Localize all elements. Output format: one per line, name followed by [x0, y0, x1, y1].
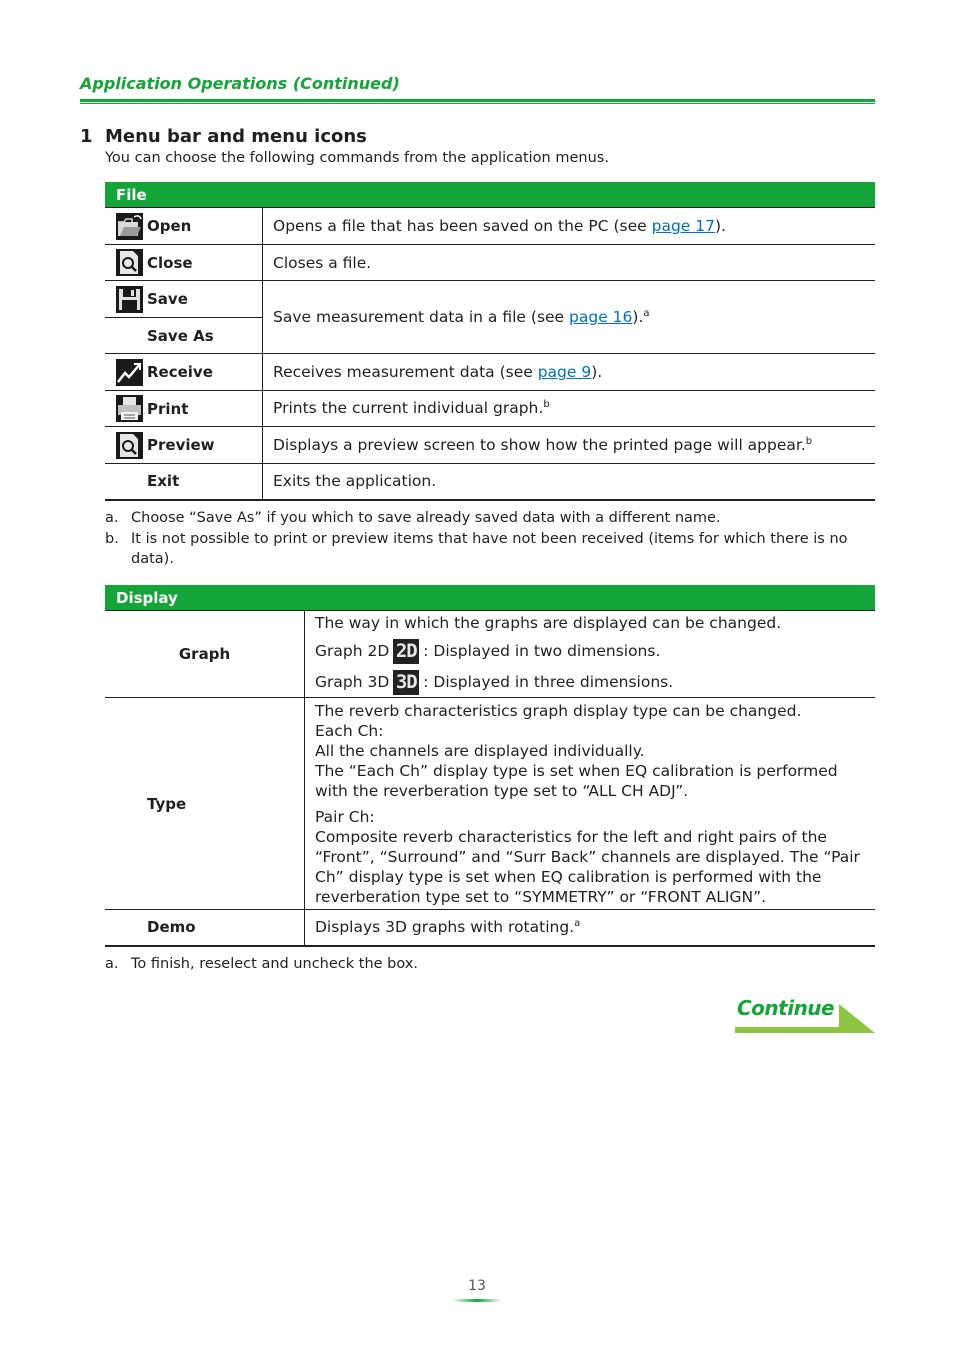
desc-text: Displays a preview screen to show how the printed page will appear.	[273, 436, 806, 455]
graph-3d-line	[315, 670, 875, 695]
footnote-text: To finish, reselect and uncheck the box.	[131, 956, 418, 972]
desc-text: All the channels are displayed individually.	[315, 741, 645, 760]
menu-item-print: Print	[147, 399, 189, 418]
graph-2d-line	[315, 639, 875, 664]
table-row	[105, 281, 875, 318]
table-row	[105, 354, 875, 391]
open-folder-icon	[115, 212, 143, 240]
file-footnotes	[105, 508, 865, 570]
menu-item-exit: Exit	[147, 472, 180, 491]
file-table-title: File	[105, 182, 875, 208]
header-rule	[80, 99, 875, 102]
menu-item-receive: Receive	[147, 363, 213, 381]
desc-text: The reverb characteristics graph display type can be changed.	[315, 701, 802, 720]
demo-description	[305, 910, 876, 946]
table-row	[105, 910, 875, 946]
desc-text: Composite reverb characteristics for the left and right pairs of the “Front”, “Surround” and “Surr Back” channels are displayed. The “Pair Ch” display type is set when EQ calibration is performed with the reverberation type set to “SYMMETRY” or “FRONT ALIGN”.	[315, 827, 860, 906]
page-link[interactable]: page 17	[651, 217, 715, 235]
heading-number: 1	[80, 126, 93, 147]
desc-text: Save measurement data in a file (see	[273, 308, 570, 327]
desc-text: : Displayed in three dimensions.	[423, 673, 674, 691]
open-description	[263, 208, 876, 245]
footnote	[105, 508, 865, 528]
desc-text: Receives measurement data (see	[273, 363, 538, 381]
table-row	[105, 611, 875, 698]
continue-label: Continue	[737, 996, 835, 1020]
printer-icon	[115, 395, 143, 423]
footnote	[105, 954, 865, 974]
section-header: Application Operations (Continued)	[80, 74, 400, 93]
desc-text: : Displayed in two dimensions.	[423, 642, 661, 660]
desc-text: The “Each Ch” display type is set when EQ calibration is performed with the reverberation type set to “ALL CH ADJ”.	[315, 761, 838, 800]
footnote-letter: a.	[105, 956, 119, 972]
footnote	[105, 529, 865, 569]
close-description: Closes a file.	[263, 245, 876, 281]
receive-description	[263, 354, 876, 391]
page-number: 13	[468, 1278, 486, 1294]
print-preview-icon	[115, 431, 143, 459]
desc-text: Pair Ch:	[315, 807, 375, 826]
save-description	[263, 281, 876, 354]
menu-item-save-as: Save As	[147, 326, 214, 345]
page-number-underline	[452, 1299, 502, 1302]
display-item-graph: Graph	[105, 611, 305, 698]
page-link[interactable]: page 16	[569, 308, 633, 327]
display-item-demo: Demo	[105, 910, 305, 946]
print-description	[263, 391, 876, 427]
desc-text: Graph 2D	[315, 642, 390, 660]
page-link[interactable]: page 9	[537, 363, 592, 381]
table-row	[105, 464, 875, 500]
heading-title: Menu bar and menu icons	[105, 126, 367, 147]
exit-description: Exits the application.	[263, 464, 876, 500]
header-rule-thin	[80, 103, 875, 104]
display-menu-table	[105, 585, 875, 947]
footnote-ref: b	[805, 435, 813, 447]
footnote-ref: a	[574, 918, 581, 930]
floppy-disk-icon	[115, 285, 143, 313]
file-menu-table	[105, 182, 875, 501]
desc-text: The way in which the graphs are displayed can be changed.	[315, 614, 782, 632]
table-row	[105, 391, 875, 427]
footnote-text: It is not possible to print or preview items that have not been received (items for which there is no data).	[131, 531, 848, 567]
desc-text: Prints the current individual graph.	[273, 399, 544, 418]
table-row	[105, 427, 875, 464]
desc-text: Graph 3D	[315, 673, 390, 691]
continue-marker	[735, 996, 875, 1034]
desc-text: Each Ch:	[315, 721, 384, 740]
menu-item-open: Open	[147, 217, 192, 235]
desc-text: ).	[632, 308, 644, 327]
footnote-ref: b	[543, 399, 550, 411]
desc-text: ).	[591, 363, 603, 381]
table-row	[105, 245, 875, 281]
display-table-title: Display	[105, 585, 875, 611]
close-document-icon	[115, 249, 143, 277]
footnote-text: Choose “Save As” if you which to save already saved data with a different name.	[131, 510, 721, 526]
menu-item-close: Close	[147, 253, 193, 272]
footnote-ref: a	[643, 307, 650, 319]
desc-text: ).	[715, 217, 726, 235]
intro-text: You can choose the following commands from the application menus.	[105, 150, 609, 166]
table-row	[105, 208, 875, 245]
section-heading	[80, 126, 367, 147]
footnote-letter: b.	[105, 531, 119, 547]
display-item-type: Type	[105, 698, 305, 910]
receive-graph-icon	[115, 358, 143, 386]
desc-text: Displays 3D graphs with rotating.	[315, 918, 575, 937]
display-footnotes	[105, 954, 865, 975]
table-row	[105, 698, 875, 910]
preview-description	[263, 427, 876, 464]
type-description	[305, 698, 876, 910]
menu-item-preview: Preview	[147, 436, 215, 454]
graph-3d-icon: 3D	[393, 670, 419, 695]
graph-description	[305, 611, 876, 698]
desc-text: Opens a file that has been saved on the PC (see	[273, 217, 652, 235]
menu-item-save: Save	[147, 290, 188, 308]
graph-2d-icon: 2D	[393, 639, 419, 664]
footnote-letter: a.	[105, 510, 119, 526]
